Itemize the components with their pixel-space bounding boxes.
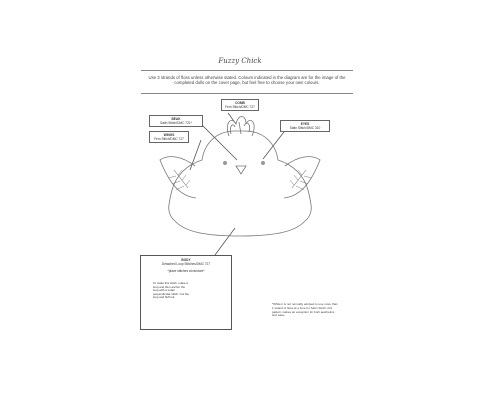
body-note: *place stitches at random* [167, 269, 205, 273]
comb-callout [221, 99, 259, 111]
beak-leader [201, 124, 237, 160]
body-instructions: To make this stitch, make a loop and then anchor the loop with a small perpendicular stitch. Cut the loop and fluff out. [153, 281, 189, 299]
body-detail: Detached Loop Stitches/DMC 727 [161, 262, 211, 266]
eyes-leader [263, 128, 287, 159]
body-leader [215, 228, 235, 255]
comb-title: COMB [235, 101, 245, 105]
intro-text: Use 3 strands of floss unless otherwise stated. Colours indicated in the diagram are for the image of the completed dolls on the cover page, but feel free to choose your own colours. [148, 75, 346, 86]
left-eye [223, 161, 227, 165]
comb-outline [227, 117, 254, 137]
eyes-title: EYES [300, 122, 310, 126]
beak [236, 166, 246, 174]
eyes-callout [280, 120, 330, 132]
beak-detail: Satin Stitch/DMC 721* [160, 121, 192, 125]
page-title: Fuzzy Chick [218, 57, 262, 65]
body-callout [140, 255, 232, 330]
right-eye [261, 161, 265, 165]
wings-leader [190, 140, 201, 170]
satin-stitch-footnote: *While it is not normally advised to use more than 1 strand of floss at a time for Satin Stitch, this pattern makes an exception for both aesthetics and ease. [272, 302, 338, 318]
wings-detail: Fern Stitch/DMC 727 [154, 137, 184, 141]
eyes-detail: Satin Stitch/DMC 310 [289, 126, 321, 130]
wings-callout [149, 131, 189, 143]
beak-title: BEAK [171, 117, 181, 121]
beak-callout [149, 115, 203, 127]
wings-title: WINGS [163, 133, 175, 137]
body-outline [169, 131, 312, 236]
body-title: BODY [181, 258, 191, 262]
comb-detail: Fern Stitch/DMC 727 [225, 105, 255, 109]
